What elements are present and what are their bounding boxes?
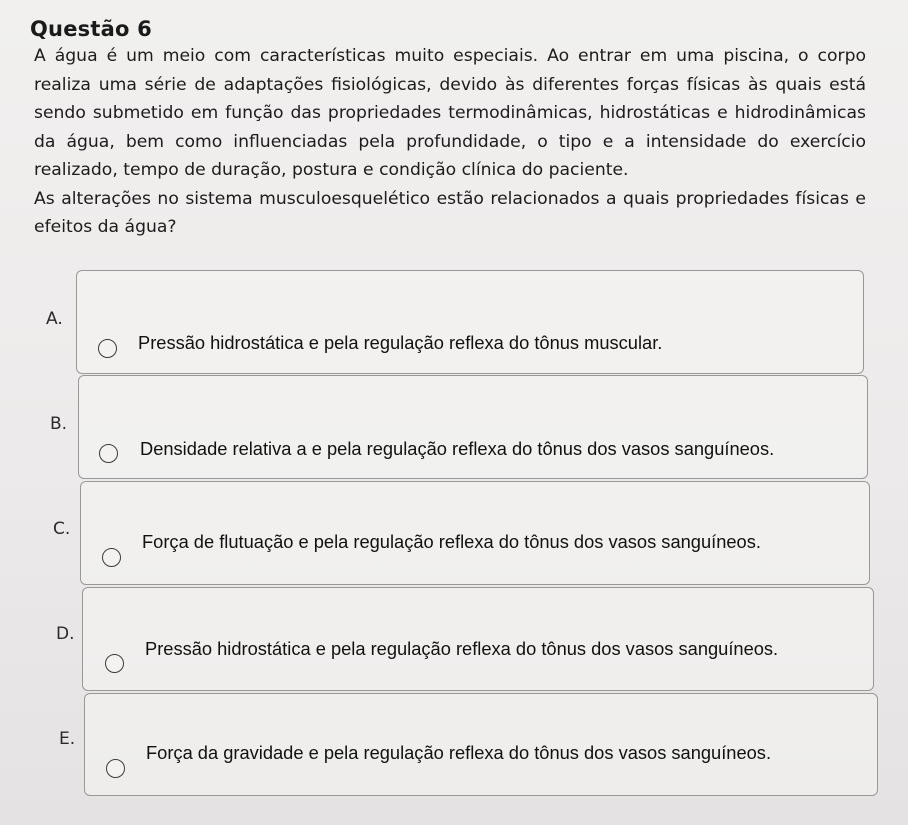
radio-button[interactable] <box>99 444 118 463</box>
question-paragraph: As alterações no sistema musculoesquelético estão relacionados a quais propriedades físicas e efeitos da água? <box>34 188 866 237</box>
option-box[interactable] <box>76 270 864 374</box>
radio-button[interactable] <box>105 654 124 673</box>
question-title: Questão 6 <box>30 17 152 41</box>
radio-button[interactable] <box>102 548 121 567</box>
option-text: Pressão hidrostática e pela regulação reflexa do tônus muscular. <box>138 332 663 353</box>
option-text: Densidade relativa a e pela regulação reflexa do tônus dos vasos sanguíneos. <box>140 438 775 459</box>
radio-button[interactable] <box>106 759 125 778</box>
option-text: Força de flutuação e pela regulação reflexa do tônus dos vasos sanguíneos. <box>142 531 761 552</box>
option-letter: D. <box>56 624 75 644</box>
option-letter: E. <box>59 729 76 749</box>
option-box[interactable] <box>78 375 868 479</box>
option-letter: C. <box>53 519 71 539</box>
option-letter: A. <box>46 309 63 329</box>
question-paragraph: A água é um meio com características muito especiais. Ao entrar em uma piscina, o corpo realiza uma série de adaptações fisiológicas, devido às diferentes forças físicas às quais está sendo submetido em função das propriedades termodinâmicas, hidrostáticas e hidrodinâmicas da água, bem como influenciadas pela profundidade, o tipo e a intensidade do exercício realizado, tempo de duração, postura e condição clínica do paciente. <box>34 46 866 180</box>
option-letter: B. <box>50 414 68 434</box>
radio-button[interactable] <box>98 339 117 358</box>
option-text: Força da gravidade e pela regulação reflexa do tônus dos vasos sanguíneos. <box>146 742 772 763</box>
question-text <box>34 42 866 242</box>
option-text: Pressão hidrostática e pela regulação reflexa do tônus dos vasos sanguíneos. <box>145 638 779 659</box>
